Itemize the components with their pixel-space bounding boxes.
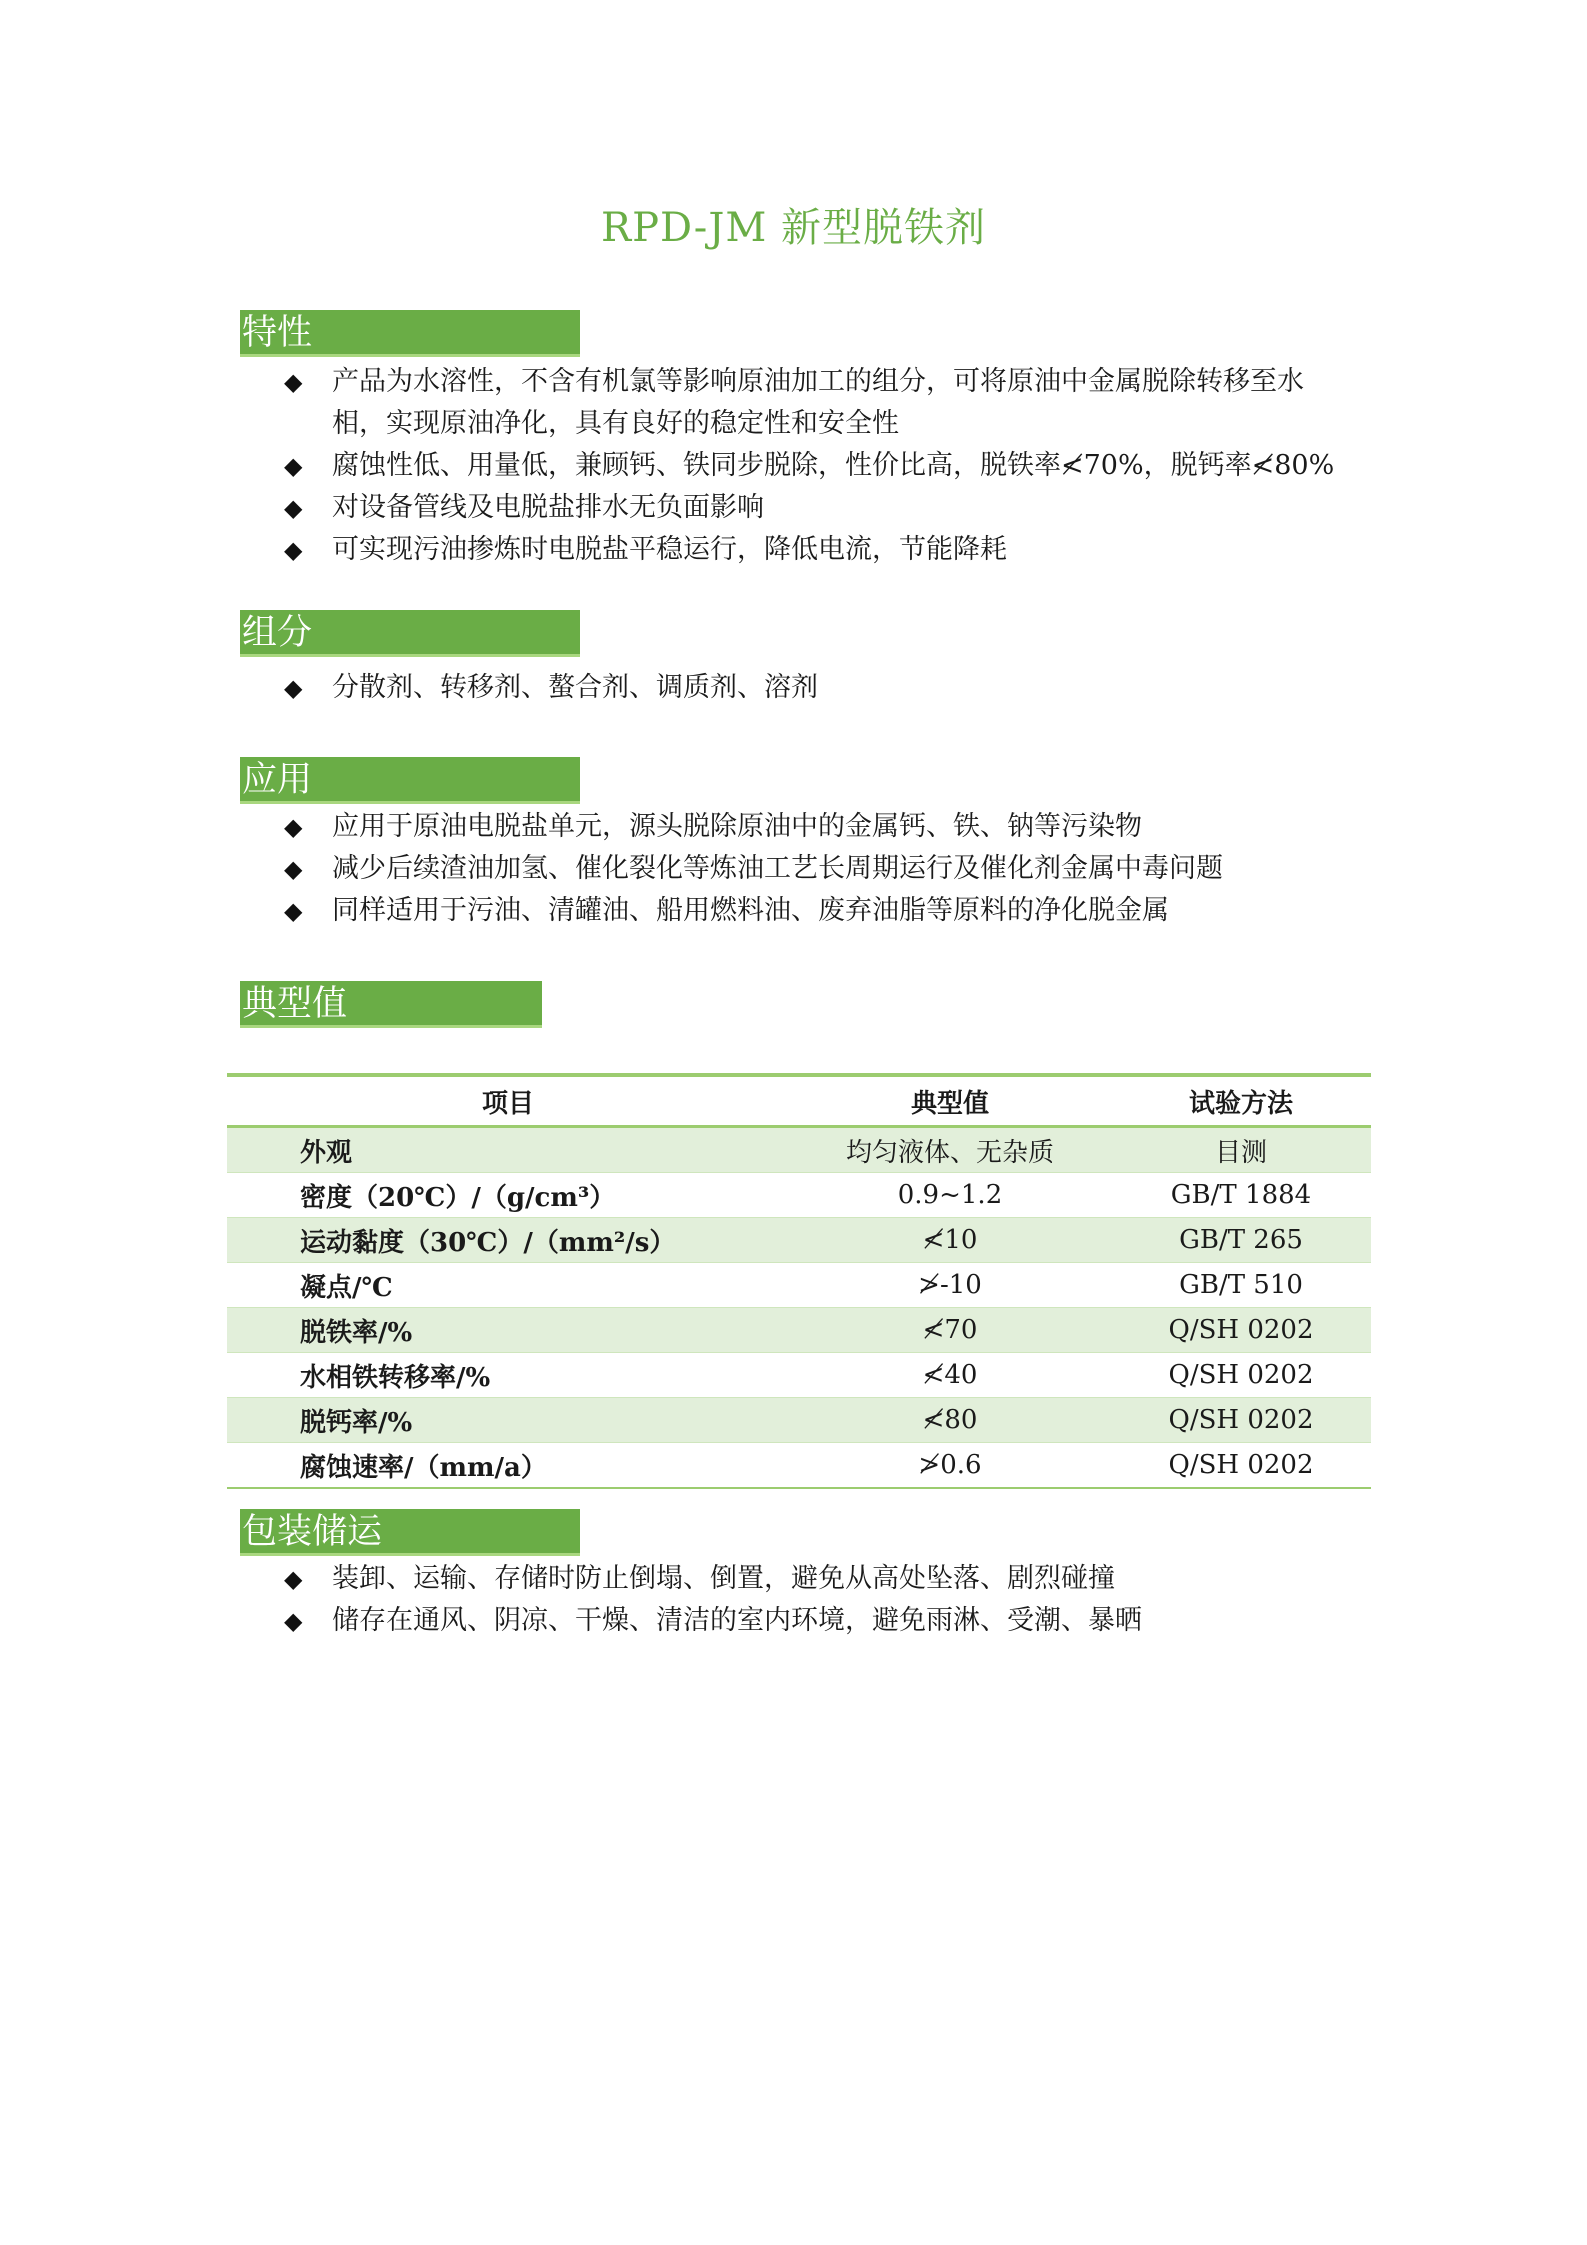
cell-value: ≮70 xyxy=(789,1308,1111,1353)
section-heading-packaging xyxy=(240,1509,580,1556)
section-heading-application xyxy=(240,757,580,804)
header-test-method: 试验方法 xyxy=(1188,1088,1293,1119)
cell-item: 运动黏度（30℃）/（mm²/s） xyxy=(227,1218,789,1263)
section-heading-typical-label: 典型值 xyxy=(242,984,348,1024)
list-item: ◆ 同样适用于污油、清罐油、船用燃料油、废弃油脂等原料的净化脱金属 xyxy=(284,890,1384,932)
table-row xyxy=(227,1218,1371,1263)
list-item: ◆ 装卸、运输、存储时防止倒塌、倒置，避免从高处坠落、剧烈碰撞 xyxy=(284,1558,1384,1600)
cell-method: Q/SH 0202 xyxy=(1111,1443,1371,1489)
diamond-bullet-icon: ◆ xyxy=(284,452,303,480)
cell-value: 均匀液体、无杂质 xyxy=(789,1127,1111,1173)
table-row xyxy=(227,1398,1371,1443)
diamond-bullet-icon: ◆ xyxy=(284,674,303,702)
packaging-list xyxy=(284,1558,1384,1642)
table-row xyxy=(227,1173,1371,1218)
header-item: 项目 xyxy=(481,1088,534,1119)
cell-item: 密度（20℃）/（g/cm³） xyxy=(227,1173,789,1218)
header-typical-value: 典型值 xyxy=(910,1088,989,1119)
cell-value: ≯0.6 xyxy=(789,1443,1111,1489)
cell-item: 外观 xyxy=(227,1127,789,1173)
document-title: RPD-JM 新型脱铁剂 xyxy=(600,205,987,251)
list-item: ◆ 减少后续渣油加氢、催化裂化等炼油工艺长周期运行及催化剂金属中毒问题 xyxy=(284,848,1384,890)
cell-item: 水相铁转移率/% xyxy=(227,1353,789,1398)
cell-value: ≯-10 xyxy=(789,1263,1111,1308)
diamond-bullet-icon: ◆ xyxy=(284,368,303,396)
table-header-row xyxy=(227,1075,1371,1127)
list-item: ◆ 可实现污油掺炼时电脱盐平稳运行，降低电流，节能降耗 xyxy=(284,529,1384,571)
table-row xyxy=(227,1127,1371,1173)
list-item: ◆ 对设备管线及电脱盐排水无负面影响 xyxy=(284,487,1384,529)
application-list xyxy=(284,806,1384,932)
table-row xyxy=(227,1353,1371,1398)
diamond-bullet-icon: ◆ xyxy=(284,1565,303,1593)
section-heading-properties xyxy=(240,310,580,357)
list-item: ◆ 产品为水溶性，不含有机氯等影响原油加工的组分，可将原油中金属脱除转移至水 xyxy=(284,361,1384,403)
diamond-bullet-icon: ◆ xyxy=(284,494,303,522)
list-item: ◆ 腐蚀性低、用量低，兼顾钙、铁同步脱除，性价比高，脱铁率≮70%，脱钙率≮80% xyxy=(284,445,1384,487)
section-heading-packaging-label: 包装储运 xyxy=(242,1512,383,1552)
section-heading-typical xyxy=(240,981,542,1028)
diamond-bullet-icon: ◆ xyxy=(284,855,303,883)
table-row xyxy=(227,1263,1371,1308)
cell-item: 脱钙率/% xyxy=(227,1398,789,1443)
cell-method: Q/SH 0202 xyxy=(1111,1353,1371,1398)
cell-item: 凝点/℃ xyxy=(227,1263,789,1308)
list-item-continuation: 相，实现原油净化，具有良好的稳定性和安全性 xyxy=(332,408,899,439)
properties-list xyxy=(284,361,1384,571)
cell-method: Q/SH 0202 xyxy=(1111,1398,1371,1443)
list-item: ◆ 应用于原油电脱盐单元，源头脱除原油中的金属钙、铁、钠等污染物 xyxy=(284,806,1384,848)
cell-method: 目测 xyxy=(1111,1127,1371,1173)
list-item: ◆ 分散剂、转移剂、螯合剂、调质剂、溶剂 xyxy=(284,667,1384,709)
diamond-bullet-icon: ◆ xyxy=(284,536,303,564)
cell-value: ≮80 xyxy=(789,1398,1111,1443)
cell-item: 脱铁率/% xyxy=(227,1308,789,1353)
diamond-bullet-icon: ◆ xyxy=(284,1607,303,1635)
section-heading-composition xyxy=(240,610,580,657)
cell-method: GB/T 510 xyxy=(1111,1263,1371,1308)
table-row xyxy=(227,1308,1371,1353)
table-row xyxy=(227,1443,1371,1489)
section-heading-properties-label: 特性 xyxy=(242,313,313,353)
cell-method: GB/T 265 xyxy=(1111,1218,1371,1263)
cell-value: ≮40 xyxy=(789,1353,1111,1398)
section-heading-application-label: 应用 xyxy=(242,760,313,800)
section-heading-composition-label: 组分 xyxy=(242,613,313,653)
cell-value: ≮10 xyxy=(789,1218,1111,1263)
list-item: ◆ 储存在通风、阴凉、干燥、清洁的室内环境，避免雨淋、受潮、暴晒 xyxy=(284,1600,1384,1642)
cell-method: GB/T 1884 xyxy=(1111,1173,1371,1218)
diamond-bullet-icon: ◆ xyxy=(284,813,303,841)
composition-list xyxy=(284,667,1384,709)
typical-values-table xyxy=(227,1073,1371,1489)
cell-item: 腐蚀速率/（mm/a） xyxy=(227,1443,789,1489)
diamond-bullet-icon: ◆ xyxy=(284,897,303,925)
cell-value: 0.9~1.2 xyxy=(789,1173,1111,1218)
cell-method: Q/SH 0202 xyxy=(1111,1308,1371,1353)
